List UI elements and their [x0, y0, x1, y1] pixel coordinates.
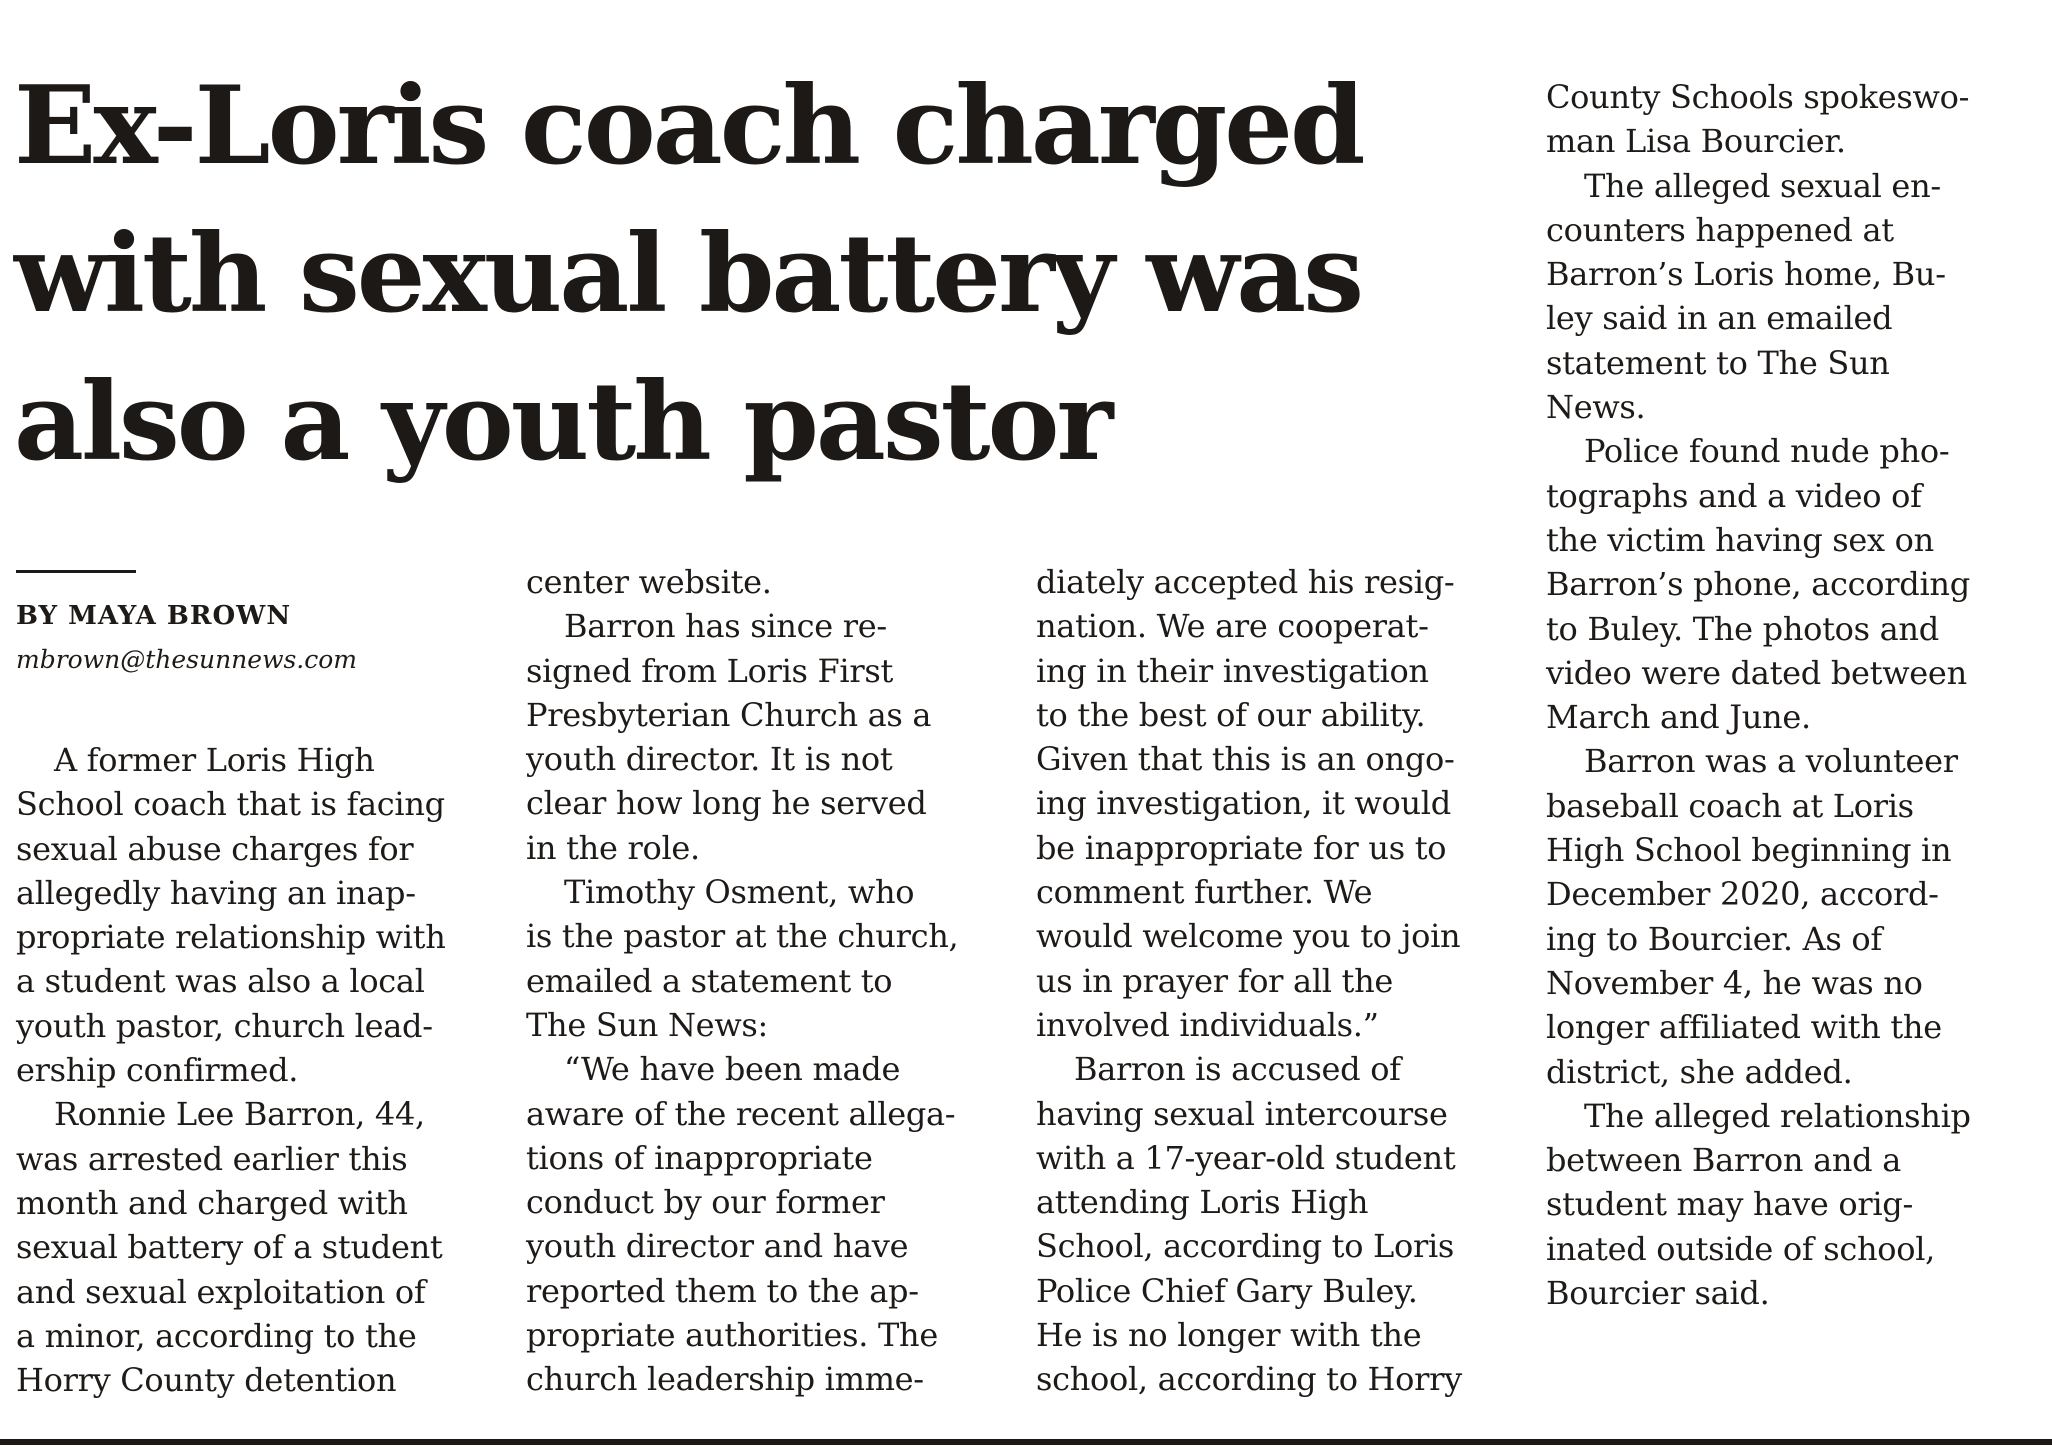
headline	[14, 52, 1514, 496]
text-line: County Schools spokeswo-	[1546, 78, 1970, 116]
text-line: Barron’s Loris home, Bu-	[1546, 255, 1946, 294]
text-line: school, according to Horry	[1036, 1360, 1462, 1399]
text-line: He is no longer with the	[1036, 1316, 1422, 1355]
text-line: The alleged sexual en-	[1584, 166, 1941, 205]
text-line: sexual battery of a student	[16, 1228, 443, 1267]
text-line: ley said in an emailed	[1546, 299, 1893, 338]
text-line: video were dated between	[1546, 653, 1967, 692]
text-line: emailed a statement to	[526, 961, 893, 1000]
text-line: baseball coach at Loris	[1546, 786, 1914, 825]
text-line: Timothy Osment, who	[564, 873, 915, 912]
text-line: longer affiliated with the	[1546, 1008, 1942, 1047]
text-line: be inappropriate for us to	[1036, 828, 1447, 867]
text-line: counters happened at	[1546, 210, 1894, 249]
text-line: with a 17-year-old student	[1036, 1138, 1456, 1177]
text-line: A former Loris High	[54, 741, 375, 779]
text-line: inated outside of school,	[1546, 1229, 1936, 1268]
text-line: aware of the recent allega-	[526, 1094, 956, 1133]
text-line: allegedly having an inap-	[16, 873, 416, 912]
text-line: sexual abuse charges for	[16, 829, 414, 868]
text-line: “We have been made	[564, 1050, 901, 1089]
text-line: is the pastor at the church,	[526, 917, 959, 956]
text-line: was arrested earlier this	[16, 1139, 408, 1178]
text-line: Given that this is an ongo-	[1036, 740, 1455, 779]
text-line: Barron is accused of	[1074, 1050, 1401, 1089]
text-line: the victim having sex on	[1546, 520, 1934, 559]
text-line: nation. We are cooperat-	[1036, 607, 1429, 646]
text-line: us in prayer for all the	[1036, 961, 1394, 1000]
text-line: attending Loris High	[1036, 1183, 1369, 1222]
text-line: Horry County detention	[16, 1361, 397, 1400]
text-line: School, according to Loris	[1036, 1227, 1454, 1266]
text-line: High School beginning in	[1546, 831, 1952, 870]
text-line: propriate authorities. The	[526, 1316, 938, 1355]
text-line: Police Chief Gary Buley.	[1036, 1271, 1418, 1310]
text-line: church leadership imme-	[526, 1360, 924, 1399]
text-line: Barron has since re-	[564, 607, 887, 646]
text-line: School coach that is facing	[16, 785, 445, 824]
headline-line: Ex-Loris coach charged	[14, 63, 1363, 189]
headline-line: with sexual battery was	[14, 211, 1362, 337]
byline: BY MAYA BROWN	[16, 601, 292, 631]
text-line: Barron was a volunteer	[1584, 742, 1958, 781]
text-line: Presbyterian Church as a	[526, 695, 932, 734]
text-line: statement to The Sun	[1546, 343, 1890, 382]
text-line: a student was also a local	[16, 962, 425, 1001]
text-line: reported them to the ap-	[526, 1271, 919, 1310]
text-line: News.	[1546, 388, 1646, 427]
text-line: comment further. We	[1036, 873, 1373, 912]
headline-line: also a youth pastor	[14, 359, 1111, 485]
text-line: Bourcier said.	[1546, 1274, 1770, 1313]
text-line: district, she added.	[1546, 1052, 1853, 1091]
text-line: in the role.	[526, 828, 700, 867]
bottom-divider	[0, 1439, 2052, 1445]
text-line: youth pastor, church lead-	[16, 1006, 433, 1045]
text-line: ing investigation, it would	[1036, 784, 1451, 823]
author-email: mbrown@thesunnews.com	[16, 645, 358, 674]
text-line: December 2020, accord-	[1546, 875, 1939, 914]
text-line: propriate relationship with	[16, 918, 446, 957]
text-line: tographs and a video of	[1546, 476, 1922, 515]
text-line: youth director and have	[526, 1227, 909, 1266]
text-line: ership confirmed.	[16, 1051, 299, 1090]
text-line: to the best of our ability.	[1036, 695, 1426, 734]
text-line: to Buley. The photos and	[1546, 609, 1939, 648]
text-line: man Lisa Bourcier.	[1546, 122, 1846, 161]
text-line: diately accepted his resig-	[1036, 563, 1455, 601]
byline-divider	[16, 570, 136, 573]
text-line: signed from Loris First	[526, 651, 894, 690]
text-line: month and charged with	[16, 1183, 408, 1222]
text-line: Barron’s phone, according	[1546, 565, 1970, 604]
text-line: The alleged relationship	[1584, 1096, 1971, 1135]
text-line: conduct by our former	[526, 1183, 885, 1222]
text-line: ing in their investigation	[1036, 651, 1429, 690]
text-line: March and June.	[1546, 698, 1811, 737]
text-line: would welcome you to join	[1036, 917, 1461, 956]
text-line: clear how long he served	[526, 784, 927, 823]
text-line: tions of inappropriate	[526, 1138, 873, 1177]
text-line: ing to Bourcier. As of	[1546, 919, 1882, 958]
text-line: youth director. It is not	[526, 740, 893, 779]
text-line: The Sun News:	[526, 1005, 769, 1044]
text-line: and sexual exploitation of	[16, 1272, 426, 1311]
article-column-4	[1546, 75, 1971, 1315]
text-line: having sexual intercourse	[1036, 1094, 1448, 1133]
text-line: student may have orig-	[1546, 1185, 1913, 1224]
text-line: center website.	[526, 563, 772, 601]
article-column-3	[1036, 560, 1462, 1402]
text-line: a minor, according to the	[16, 1316, 417, 1355]
text-line: involved individuals.”	[1036, 1005, 1379, 1044]
text-line: between Barron and a	[1546, 1141, 1901, 1180]
text-line: Ronnie Lee Barron, 44,	[54, 1095, 425, 1134]
text-line: November 4, he was no	[1546, 963, 1923, 1002]
text-line: Police found nude pho-	[1584, 432, 1950, 471]
article-column-1	[16, 738, 446, 1402]
article-column-2	[526, 560, 958, 1402]
